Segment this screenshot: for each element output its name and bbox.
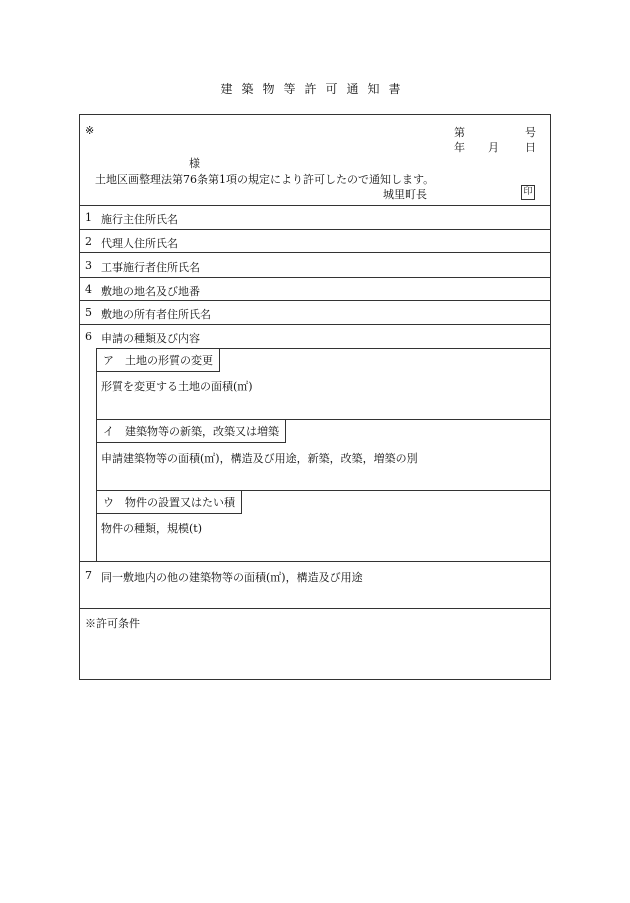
row-label: 敷地の所有者住所氏名 [101,308,211,321]
section-indent-line [96,348,97,561]
row-divider [79,561,551,562]
row-num: 3 [85,259,92,272]
row-divider [79,324,551,325]
seal-mark: 印 [521,185,535,200]
row-divider [79,205,551,206]
row-num: 7 [85,569,92,582]
row-divider [79,300,551,301]
row-num: 2 [85,235,92,248]
row-num: 1 [85,211,92,224]
row-num: 5 [85,306,92,319]
row-divider [79,277,551,278]
date-day-label: 日 [525,141,536,154]
document-title: 建築物等許可通知書 [220,82,410,96]
row-divider [79,608,551,609]
section-heading: ア 土地の形質の変更 [96,348,220,372]
issuer-name: 城里町長 [383,188,427,201]
number-label-go: 号 [525,126,536,139]
row-label: 同一敷地内の他の建築物等の面積(㎡)，構造及び用途 [101,571,363,584]
date-year-label: 年 [454,141,465,154]
row-num: 6 [85,330,92,343]
row-divider [79,229,551,230]
row-label: 施行主住所氏名 [101,213,178,226]
permit-conditions-label: ※許可条件 [85,617,140,630]
date-month-label: 月 [488,141,499,154]
notice-text: 土地区画整理法第76条第1項の規定により許可したので通知します。 [95,173,435,186]
number-label-dai: 第 [454,126,465,139]
section-heading: イ 建築物等の新築，改築又は増築 [96,419,286,443]
row-label: 敷地の地名及び地番 [101,285,200,298]
section-detail: 形質を変更する土地の面積(㎡) [101,380,253,393]
section-heading: ウ 物件の設置又はたい積 [96,490,242,514]
form-frame [79,114,551,680]
row-divider [79,252,551,253]
header-mark: ※ [85,124,95,137]
row-label: 工事施行者住所氏名 [101,261,200,274]
addressee-suffix: 様 [189,157,200,170]
section-detail: 物件の種類，規模(t) [101,522,203,535]
row-label: 代理人住所氏名 [101,237,178,250]
section-detail: 申請建築物等の面積(㎡)，構造及び用途，新築，改築，増築の別 [101,452,418,465]
row-label: 申請の種類及び内容 [101,332,200,345]
row-num: 4 [85,283,92,296]
